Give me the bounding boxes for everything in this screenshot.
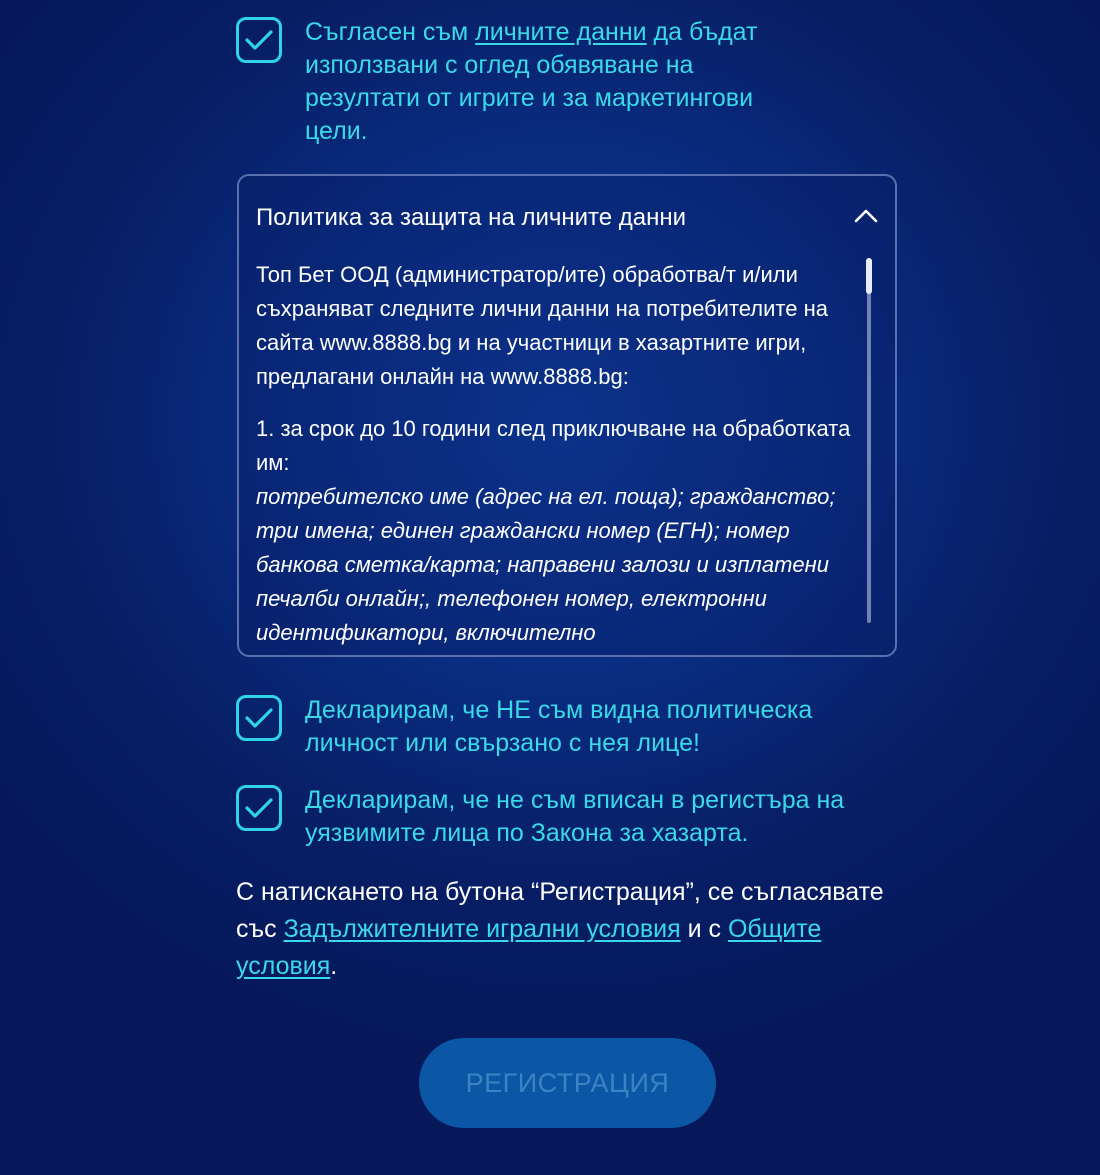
chevron-up-icon[interactable]: [853, 206, 879, 226]
register-button[interactable]: РЕГИСТРАЦИЯ: [419, 1038, 716, 1128]
consent-personal-data-row: [236, 17, 796, 148]
terms-text-before: С натискането на бутона “Регистрация”, се съгласявате със: [236, 878, 884, 943]
policy-paragraph: Топ Бет ООД (администратор/ите) обработва/т и/или съхраняват следните лични данни на потребителите на сайта www.8888.bg и на участници в хазартните игри, предлагани онлайн на www.8888.bg:: [256, 262, 828, 389]
declaration-register-checkbox[interactable]: [236, 785, 282, 831]
checkmark-icon: [244, 796, 274, 820]
general-terms-link[interactable]: Общите условия: [236, 915, 822, 980]
policy-paragraph: [256, 412, 861, 650]
policy-paragraph-intro: 1. за срок до 10 години след приключване на обработката им:: [256, 416, 851, 475]
declaration-register-row: [236, 785, 856, 850]
checkmark-icon: [244, 706, 274, 730]
consent-personal-data-checkbox[interactable]: [236, 17, 282, 63]
policy-paragraph-italic: потребителско име (адрес на ел. поща); гражданство; три имена; единен граждански номер (ЕГН); номер банкова сметка/карта; направени залози и изплатени печалби онлайн;, телефонен номер, електронни идентификатори, включително: [256, 484, 836, 645]
privacy-policy-title[interactable]: Политика за защита на личните данни: [256, 204, 687, 231]
declaration-pep-label[interactable]: Декларирам, че НЕ съм видна политическа личност или свързано с нея лице!: [305, 696, 813, 757]
consent-personal-data-label[interactable]: [305, 16, 796, 148]
declaration-pep-row: [236, 695, 856, 760]
declaration-pep-checkbox[interactable]: [236, 695, 282, 741]
terms-text-middle: и с: [680, 915, 728, 943]
privacy-policy-panel: [237, 174, 897, 657]
terms-text-after: .: [330, 952, 338, 980]
consent-text-after: да бъдат използвани с оглед обявяване на резултати от игрите и за маркетингови цели.: [305, 18, 758, 145]
terms-notice: [236, 874, 906, 985]
consent-text-before: Съгласен съм: [305, 18, 476, 46]
policy-scrollbar-thumb[interactable]: [866, 258, 872, 294]
privacy-policy-content[interactable]: [256, 258, 861, 645]
checkmark-icon: [244, 28, 274, 52]
policy-scrollbar-track[interactable]: [867, 258, 871, 623]
personal-data-link[interactable]: личните данни: [475, 18, 647, 46]
declaration-register-label[interactable]: Декларирам, че не съм вписан в регистъра на уязвимите лица по Закона за хазарта.: [305, 786, 845, 847]
mandatory-game-terms-link[interactable]: Задължителните игрални условия: [283, 915, 681, 943]
